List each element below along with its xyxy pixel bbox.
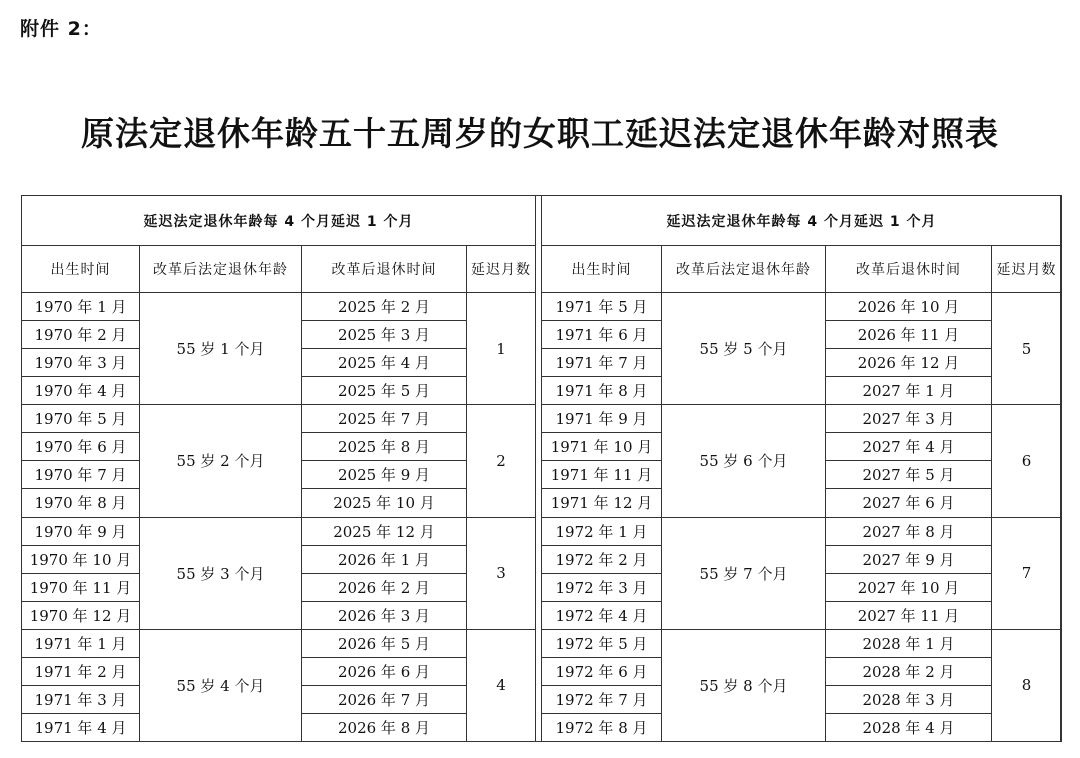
birth-date-cell: 1971 年 2 月 [22,657,140,685]
birth-date-cell: 1970 年 1 月 [22,293,140,321]
column-header-retire: 改革后退休时间 [826,246,992,293]
table-header: 延迟法定退休年龄每 4 个月延迟 1 个月 [542,196,1062,246]
birth-date-cell: 1970 年 7 月 [22,461,140,489]
retirement-date-cell: 2026 年 2 月 [302,573,467,601]
retirement-date-cell: 2027 年 1 月 [826,377,992,405]
birth-date-cell: 1970 年 4 月 [22,377,140,405]
column-header-age: 改革后法定退休年龄 [140,246,302,293]
retirement-date-cell: 2027 年 4 月 [826,433,992,461]
retirement-date-cell: 2025 年 12 月 [302,517,467,545]
delay-months-cell: 7 [992,517,1062,629]
retirement-date-cell: 2027 年 5 月 [826,461,992,489]
birth-date-cell: 1971 年 1 月 [22,629,140,657]
birth-date-cell: 1971 年 8 月 [542,377,662,405]
birth-date-cell: 1972 年 4 月 [542,601,662,629]
retirement-date-cell: 2027 年 9 月 [826,545,992,573]
birth-date-cell: 1970 年 12 月 [22,601,140,629]
retirement-age-cell: 55 岁 1 个月 [140,293,302,405]
delay-months-cell: 5 [992,293,1062,405]
retirement-date-cell: 2025 年 10 月 [302,489,467,517]
retirement-date-cell: 2026 年 6 月 [302,657,467,685]
delay-months-cell: 6 [992,405,1062,517]
table-row [22,293,536,321]
birth-date-cell: 1970 年 2 月 [22,321,140,349]
table-row [542,405,1062,433]
retirement-date-cell: 2025 年 8 月 [302,433,467,461]
retirement-date-cell: 2026 年 10 月 [826,293,992,321]
retirement-date-cell: 2027 年 8 月 [826,517,992,545]
column-header-delay: 延迟月数 [992,246,1062,293]
comparison-table-right [541,195,1062,742]
birth-date-cell: 1972 年 8 月 [542,713,662,741]
retirement-age-cell: 55 岁 3 个月 [140,517,302,629]
birth-date-cell: 1971 年 5 月 [542,293,662,321]
birth-date-cell: 1972 年 6 月 [542,657,662,685]
retirement-age-cell: 55 岁 4 个月 [140,629,302,741]
retirement-age-cell: 55 岁 5 个月 [662,293,826,405]
column-header-delay: 延迟月数 [467,246,536,293]
retirement-date-cell: 2028 年 3 月 [826,685,992,713]
birth-date-cell: 1972 年 5 月 [542,629,662,657]
table-header: 延迟法定退休年龄每 4 个月延迟 1 个月 [22,196,536,246]
delay-months-cell: 8 [992,629,1062,741]
retirement-date-cell: 2025 年 5 月 [302,377,467,405]
retirement-date-cell: 2025 年 2 月 [302,293,467,321]
birth-date-cell: 1971 年 9 月 [542,405,662,433]
column-header-age: 改革后法定退休年龄 [662,246,826,293]
retirement-date-cell: 2026 年 3 月 [302,601,467,629]
birth-date-cell: 1971 年 7 月 [542,349,662,377]
retirement-age-cell: 55 岁 7 个月 [662,517,826,629]
retirement-date-cell: 2026 年 8 月 [302,713,467,741]
table-row [22,629,536,657]
delay-months-cell: 2 [467,405,536,517]
retirement-date-cell: 2026 年 12 月 [826,349,992,377]
table-row [542,293,1062,321]
comparison-tables [21,195,1061,742]
retirement-date-cell: 2027 年 10 月 [826,573,992,601]
delay-months-cell: 3 [467,517,536,629]
retirement-date-cell: 2025 年 9 月 [302,461,467,489]
retirement-date-cell: 2027 年 11 月 [826,601,992,629]
birth-date-cell: 1970 年 9 月 [22,517,140,545]
retirement-date-cell: 2028 年 2 月 [826,657,992,685]
retirement-date-cell: 2026 年 5 月 [302,629,467,657]
retirement-age-cell: 55 岁 2 个月 [140,405,302,517]
column-header-birth: 出生时间 [22,246,140,293]
retirement-age-cell: 55 岁 8 个月 [662,629,826,741]
retirement-date-cell: 2028 年 4 月 [826,713,992,741]
retirement-date-cell: 2026 年 1 月 [302,545,467,573]
attachment-label: 附件 2： [20,18,102,40]
comparison-table-left [21,195,536,742]
birth-date-cell: 1972 年 7 月 [542,685,662,713]
birth-date-cell: 1971 年 12 月 [542,489,662,517]
birth-date-cell: 1970 年 11 月 [22,573,140,601]
birth-date-cell: 1972 年 1 月 [542,517,662,545]
retirement-date-cell: 2027 年 3 月 [826,405,992,433]
table-row [542,517,1062,545]
retirement-date-cell: 2025 年 3 月 [302,321,467,349]
retirement-date-cell: 2025 年 7 月 [302,405,467,433]
retirement-date-cell: 2026 年 11 月 [826,321,992,349]
retirement-date-cell: 2026 年 7 月 [302,685,467,713]
birth-date-cell: 1970 年 5 月 [22,405,140,433]
column-header-retire: 改革后退休时间 [302,246,467,293]
birth-date-cell: 1971 年 10 月 [542,433,662,461]
retirement-date-cell: 2025 年 4 月 [302,349,467,377]
birth-date-cell: 1971 年 6 月 [542,321,662,349]
document-title: 原法定退休年龄五十五周岁的女职工延迟法定退休年龄对照表 [81,114,999,153]
retirement-date-cell: 2028 年 1 月 [826,629,992,657]
delay-months-cell: 4 [467,629,536,741]
birth-date-cell: 1972 年 3 月 [542,573,662,601]
table-row [22,405,536,433]
column-header-birth: 出生时间 [542,246,662,293]
birth-date-cell: 1970 年 8 月 [22,489,140,517]
birth-date-cell: 1970 年 6 月 [22,433,140,461]
birth-date-cell: 1971 年 4 月 [22,713,140,741]
birth-date-cell: 1970 年 10 月 [22,545,140,573]
table-row [542,629,1062,657]
delay-months-cell: 1 [467,293,536,405]
birth-date-cell: 1971 年 11 月 [542,461,662,489]
table-row [22,517,536,545]
birth-date-cell: 1970 年 3 月 [22,349,140,377]
retirement-age-cell: 55 岁 6 个月 [662,405,826,517]
birth-date-cell: 1971 年 3 月 [22,685,140,713]
birth-date-cell: 1972 年 2 月 [542,545,662,573]
retirement-date-cell: 2027 年 6 月 [826,489,992,517]
